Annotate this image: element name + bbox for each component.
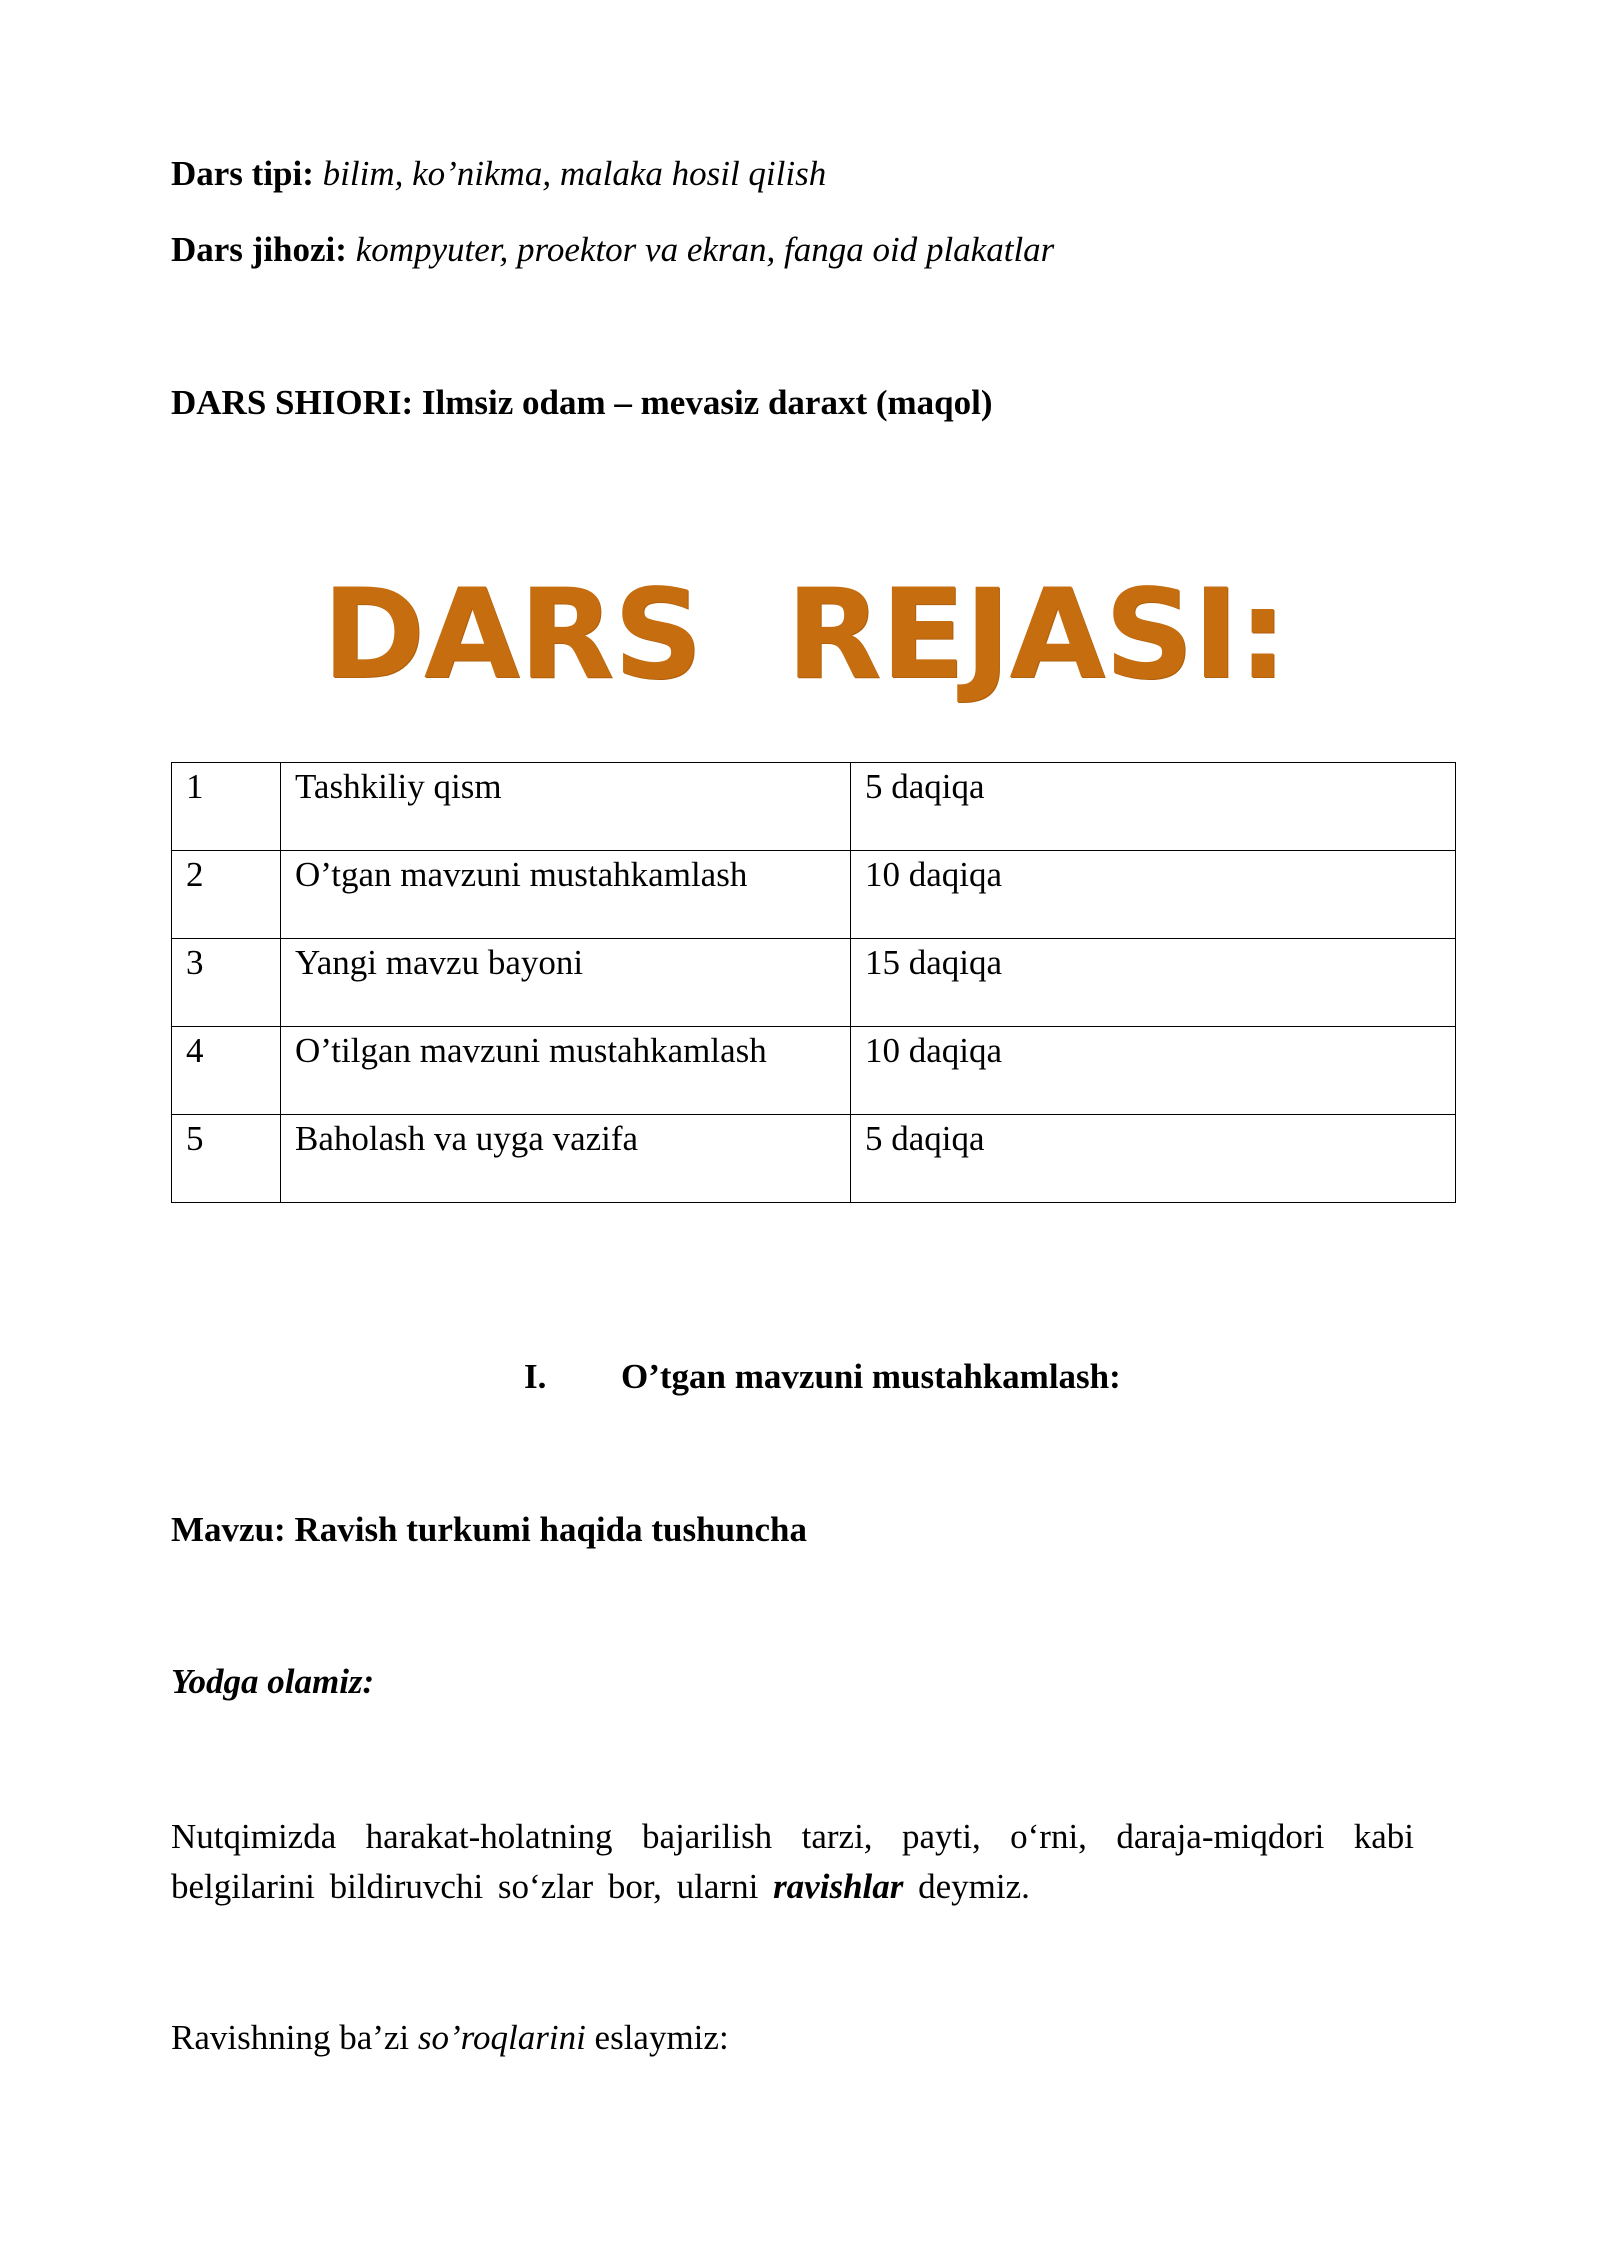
remember-heading: Yodga olamiz: <box>171 1662 375 1701</box>
row-duration: 15 daqiqa <box>851 939 1456 1027</box>
section-heading <box>524 1355 1121 1399</box>
motto-label: DARS SHIORI: <box>171 383 414 422</box>
section-number: I. <box>524 1357 547 1396</box>
definition-term: ravishlar <box>773 1867 904 1906</box>
definition-paragraph <box>171 1812 1414 1912</box>
row-duration: 5 daqiqa <box>851 763 1456 851</box>
lesson-type-label: Dars tipi: <box>171 154 314 193</box>
definition-line-1: Nutqimizda harakat-holatning bajarilish tarzi, payti, o‘rni, daraja-miqdori kabi <box>171 1817 1414 1856</box>
topic-heading: Mavzu: Ravish turkumi haqida tushuncha <box>171 1510 807 1549</box>
definition-line-2 <box>171 1862 1414 1912</box>
row-stage: O’tilgan mavzuni mustahkamlash <box>281 1027 851 1115</box>
questions-term: so’roqlarini <box>417 2018 586 2057</box>
lesson-type-value: bilim, ko’nikma, malaka hosil qilish <box>313 154 827 193</box>
lesson-plan-table <box>171 762 1456 1203</box>
motto-value: Ilmsiz odam – mevasiz daraxt (maqol) <box>413 383 993 422</box>
lesson-type-line <box>171 152 826 196</box>
row-number: 1 <box>172 763 281 851</box>
row-stage: O’tgan mavzuni mustahkamlash <box>281 851 851 939</box>
row-duration: 10 daqiqa <box>851 1027 1456 1115</box>
row-stage: Yangi mavzu bayoni <box>281 939 851 1027</box>
row-duration: 10 daqiqa <box>851 851 1456 939</box>
row-number: 2 <box>172 851 281 939</box>
definition-line-2-start: belgilarini bildiruvchi so‘zlar bor, ularni <box>171 1867 774 1906</box>
table-row <box>172 1027 1456 1115</box>
section-title: O’tgan mavzuni mustahkamlash: <box>621 1357 1121 1396</box>
row-number: 4 <box>172 1027 281 1115</box>
table-row <box>172 763 1456 851</box>
questions-line <box>171 2016 729 2060</box>
lesson-motto-line <box>171 381 993 425</box>
row-number: 5 <box>172 1115 281 1203</box>
lesson-equipment-value: kompyuter, proektor va ekran, fanga oid plakatlar <box>346 230 1055 269</box>
row-stage: Tashkiliy qism <box>281 763 851 851</box>
lesson-equipment-line <box>171 228 1054 272</box>
table-row <box>172 939 1456 1027</box>
lesson-plan-title: DARS REJASI: <box>322 563 1287 707</box>
questions-start: Ravishning ba’zi <box>171 2018 418 2057</box>
row-stage: Baholash va uyga vazifa <box>281 1115 851 1203</box>
row-number: 3 <box>172 939 281 1027</box>
questions-end: eslaymiz: <box>585 2018 729 2057</box>
definition-line-2-end: deymiz. <box>903 1867 1030 1906</box>
table-row <box>172 851 1456 939</box>
lesson-equipment-label: Dars jihozi: <box>171 230 347 269</box>
table-row <box>172 1115 1456 1203</box>
row-duration: 5 daqiqa <box>851 1115 1456 1203</box>
